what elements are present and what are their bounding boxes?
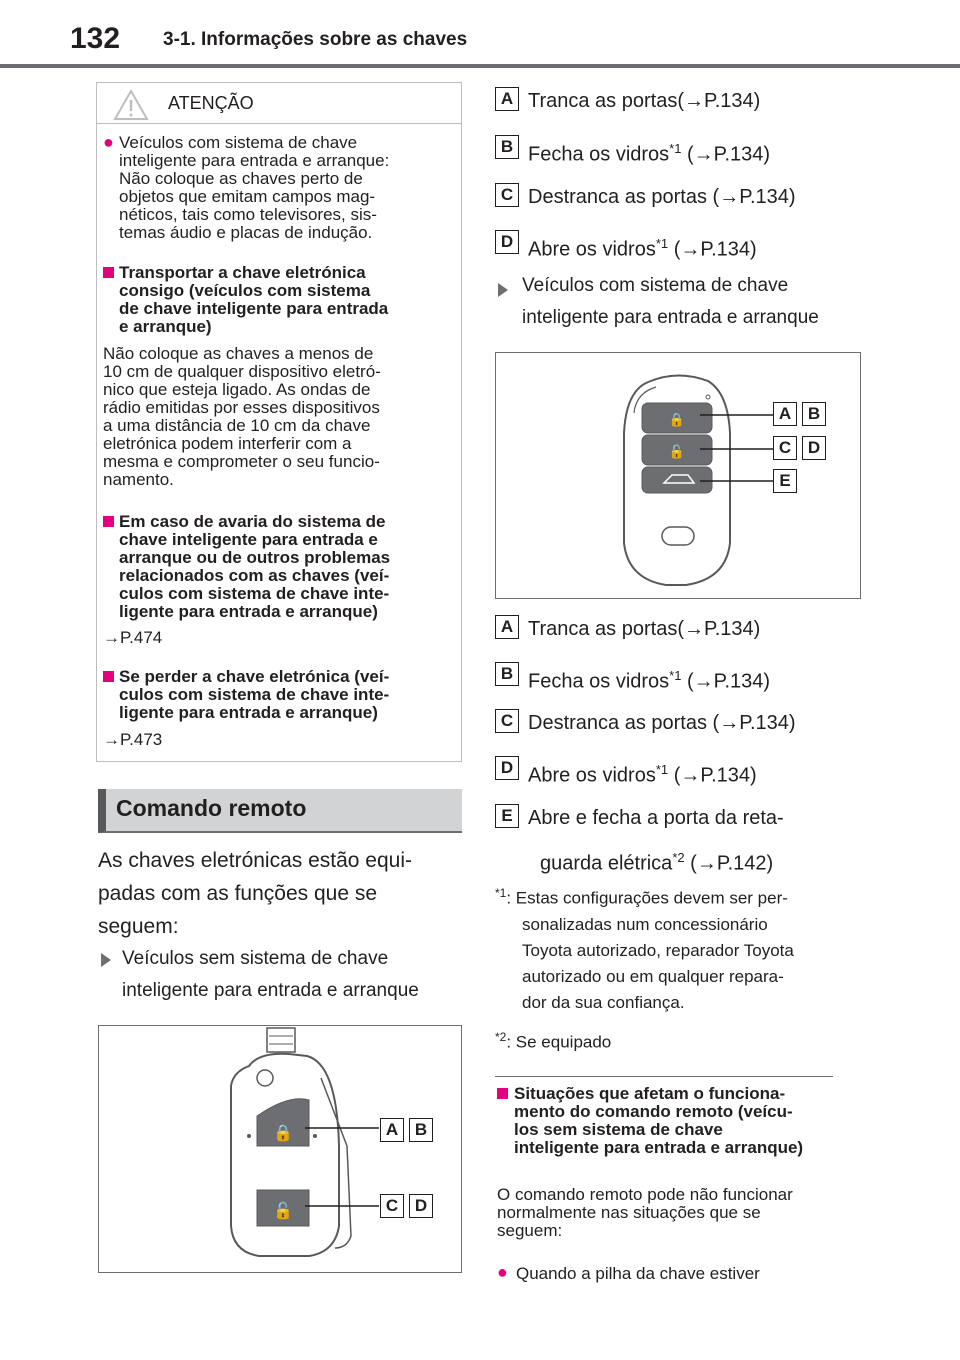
svg-text:🔒: 🔒 bbox=[273, 1123, 293, 1142]
warning-heading-3: Em caso de avaria do sistema de chave inteligente para entrada e arranque ou de outros problemas relacionados com as chaves (veí- culos com sistema de chave inte- ligente para entrada e arranque) bbox=[119, 512, 391, 621]
list-item: Abre os vidros$^{*1}$ (→P.134) bbox=[528, 236, 757, 261]
warning-header bbox=[97, 83, 461, 124]
section-heading: Comando remoto bbox=[116, 795, 307, 821]
list-item: Destranca as portas (→P.134) bbox=[528, 712, 796, 734]
figure-label-b: B bbox=[802, 402, 826, 426]
intro-paragraph: As chaves eletrónicas estão equi- padas com as funções que se seguem: bbox=[98, 849, 413, 938]
figure-label-b: B bbox=[409, 1118, 433, 1142]
list-label: D bbox=[495, 230, 519, 254]
flip-key-illustration bbox=[99, 1026, 461, 1272]
list-item: Destranca as portas (→P.134) bbox=[528, 186, 796, 208]
list-label: D bbox=[495, 756, 519, 780]
square-bullet-icon bbox=[497, 1088, 508, 1099]
warning-ref-4: →P.473 bbox=[103, 730, 163, 749]
bullet-dot-icon: ● bbox=[103, 132, 114, 152]
figure-label-a: A bbox=[380, 1118, 404, 1142]
svg-text:🔓: 🔓 bbox=[273, 1201, 293, 1220]
figure-label-e: E bbox=[773, 469, 797, 493]
list-item-continuation: guarda elétrica$^{*2}$ (→P.142) bbox=[540, 850, 774, 875]
list-label: E bbox=[495, 804, 519, 828]
figure-label-d: D bbox=[802, 436, 826, 460]
header-rule bbox=[0, 64, 960, 68]
warning-bullet-1: Veículos com sistema de chave inteligente para entrada e arranque: Não coloque as chaves perto de objetos que emitam campos mag- néticos, tais como televisores, sis- temas áudio e placas de indução. bbox=[119, 133, 390, 242]
square-bullet-icon bbox=[103, 267, 114, 278]
square-bullet-icon bbox=[103, 671, 114, 682]
figure-label-a: A bbox=[773, 402, 797, 426]
svg-text:🔒: 🔒 bbox=[668, 413, 686, 428]
list-item: Fecha os vidros$^{*1}$ (→P.134) bbox=[528, 141, 771, 166]
warning-paragraph-2: Não coloque as chaves a menos de 10 cm de qualquer dispositivo eletró- nico que esteja ligado. As ondas de rádio emitidas por esses dispositivos a uma distância de 10 cm da chave eletrónica podem interferir com a mesma e comprometer o seu funcio- namento. bbox=[103, 344, 381, 489]
situations-bullet: Quando a pilha da chave estiver bbox=[516, 1264, 760, 1283]
list-label: B bbox=[495, 662, 519, 686]
figure-smart-key bbox=[495, 352, 861, 599]
list-label: A bbox=[495, 87, 519, 111]
footnote-1: $^{*1}$: Estas configurações devem ser per- sonalizadas num concessionário Toyota autorizado, reparador Toyota autorizado ou em qualquer repara- dor da sua confiança. bbox=[495, 886, 794, 1012]
warning-heading-2: Transportar a chave eletrónica consigo (veículos com sistema de chave inteligente para entrada e arranque) bbox=[119, 263, 389, 336]
list-item: Abre os vidros$^{*1}$ (→P.134) bbox=[528, 762, 757, 787]
warning-triangle-icon bbox=[113, 89, 149, 121]
list-item: Tranca as portas(→P.134) bbox=[528, 618, 761, 640]
list-label: A bbox=[495, 615, 519, 639]
figure-flip-key bbox=[98, 1025, 462, 1273]
warning-title: ATENÇÃO bbox=[168, 93, 254, 113]
subheading-smart-key: Veículos com sistema de chave inteligente para entrada e arranque bbox=[522, 275, 819, 328]
triangle-bullet-icon bbox=[101, 953, 111, 967]
situations-paragraph: O comando remoto pode não funcionar normalmente nas situações que se seguem: bbox=[497, 1185, 793, 1240]
figure-label-c: C bbox=[380, 1194, 404, 1218]
list-label: C bbox=[495, 709, 519, 733]
section-title: 3-1. Informações sobre as chaves bbox=[163, 29, 468, 50]
warning-heading-4: Se perder a chave eletrónica (veí- culos com sistema de chave inte- ligente para entrada e arranque) bbox=[119, 667, 390, 722]
situations-heading: Situações que afetam o funciona- mento do comando remoto (veícu- los sem sistema de chave inteligente para entrada e arranque) bbox=[514, 1084, 804, 1157]
divider bbox=[495, 1076, 833, 1077]
figure-label-c: C bbox=[773, 436, 797, 460]
smart-key-illustration bbox=[496, 353, 860, 598]
list-item: Tranca as portas(→P.134) bbox=[528, 90, 761, 112]
figure-label-d: D bbox=[409, 1194, 433, 1218]
subheading-no-smart-key: Veículos sem sistema de chave inteligente para entrada e arranque bbox=[122, 948, 419, 1001]
warning-ref-3: →P.474 bbox=[103, 628, 163, 647]
list-item: Fecha os vidros$^{*1}$ (→P.134) bbox=[528, 668, 771, 693]
bullet-dot-icon: ● bbox=[497, 1262, 508, 1282]
triangle-bullet-icon bbox=[498, 283, 508, 297]
footnote-2: $^{*2}$: Se equipado bbox=[495, 1030, 612, 1052]
square-bullet-icon bbox=[103, 516, 114, 527]
list-label: C bbox=[495, 183, 519, 207]
svg-text:🔓: 🔓 bbox=[668, 445, 686, 460]
page-number: 132 bbox=[70, 22, 121, 55]
list-label: B bbox=[495, 135, 519, 159]
list-item: Abre e fecha a porta da reta- bbox=[528, 807, 784, 829]
